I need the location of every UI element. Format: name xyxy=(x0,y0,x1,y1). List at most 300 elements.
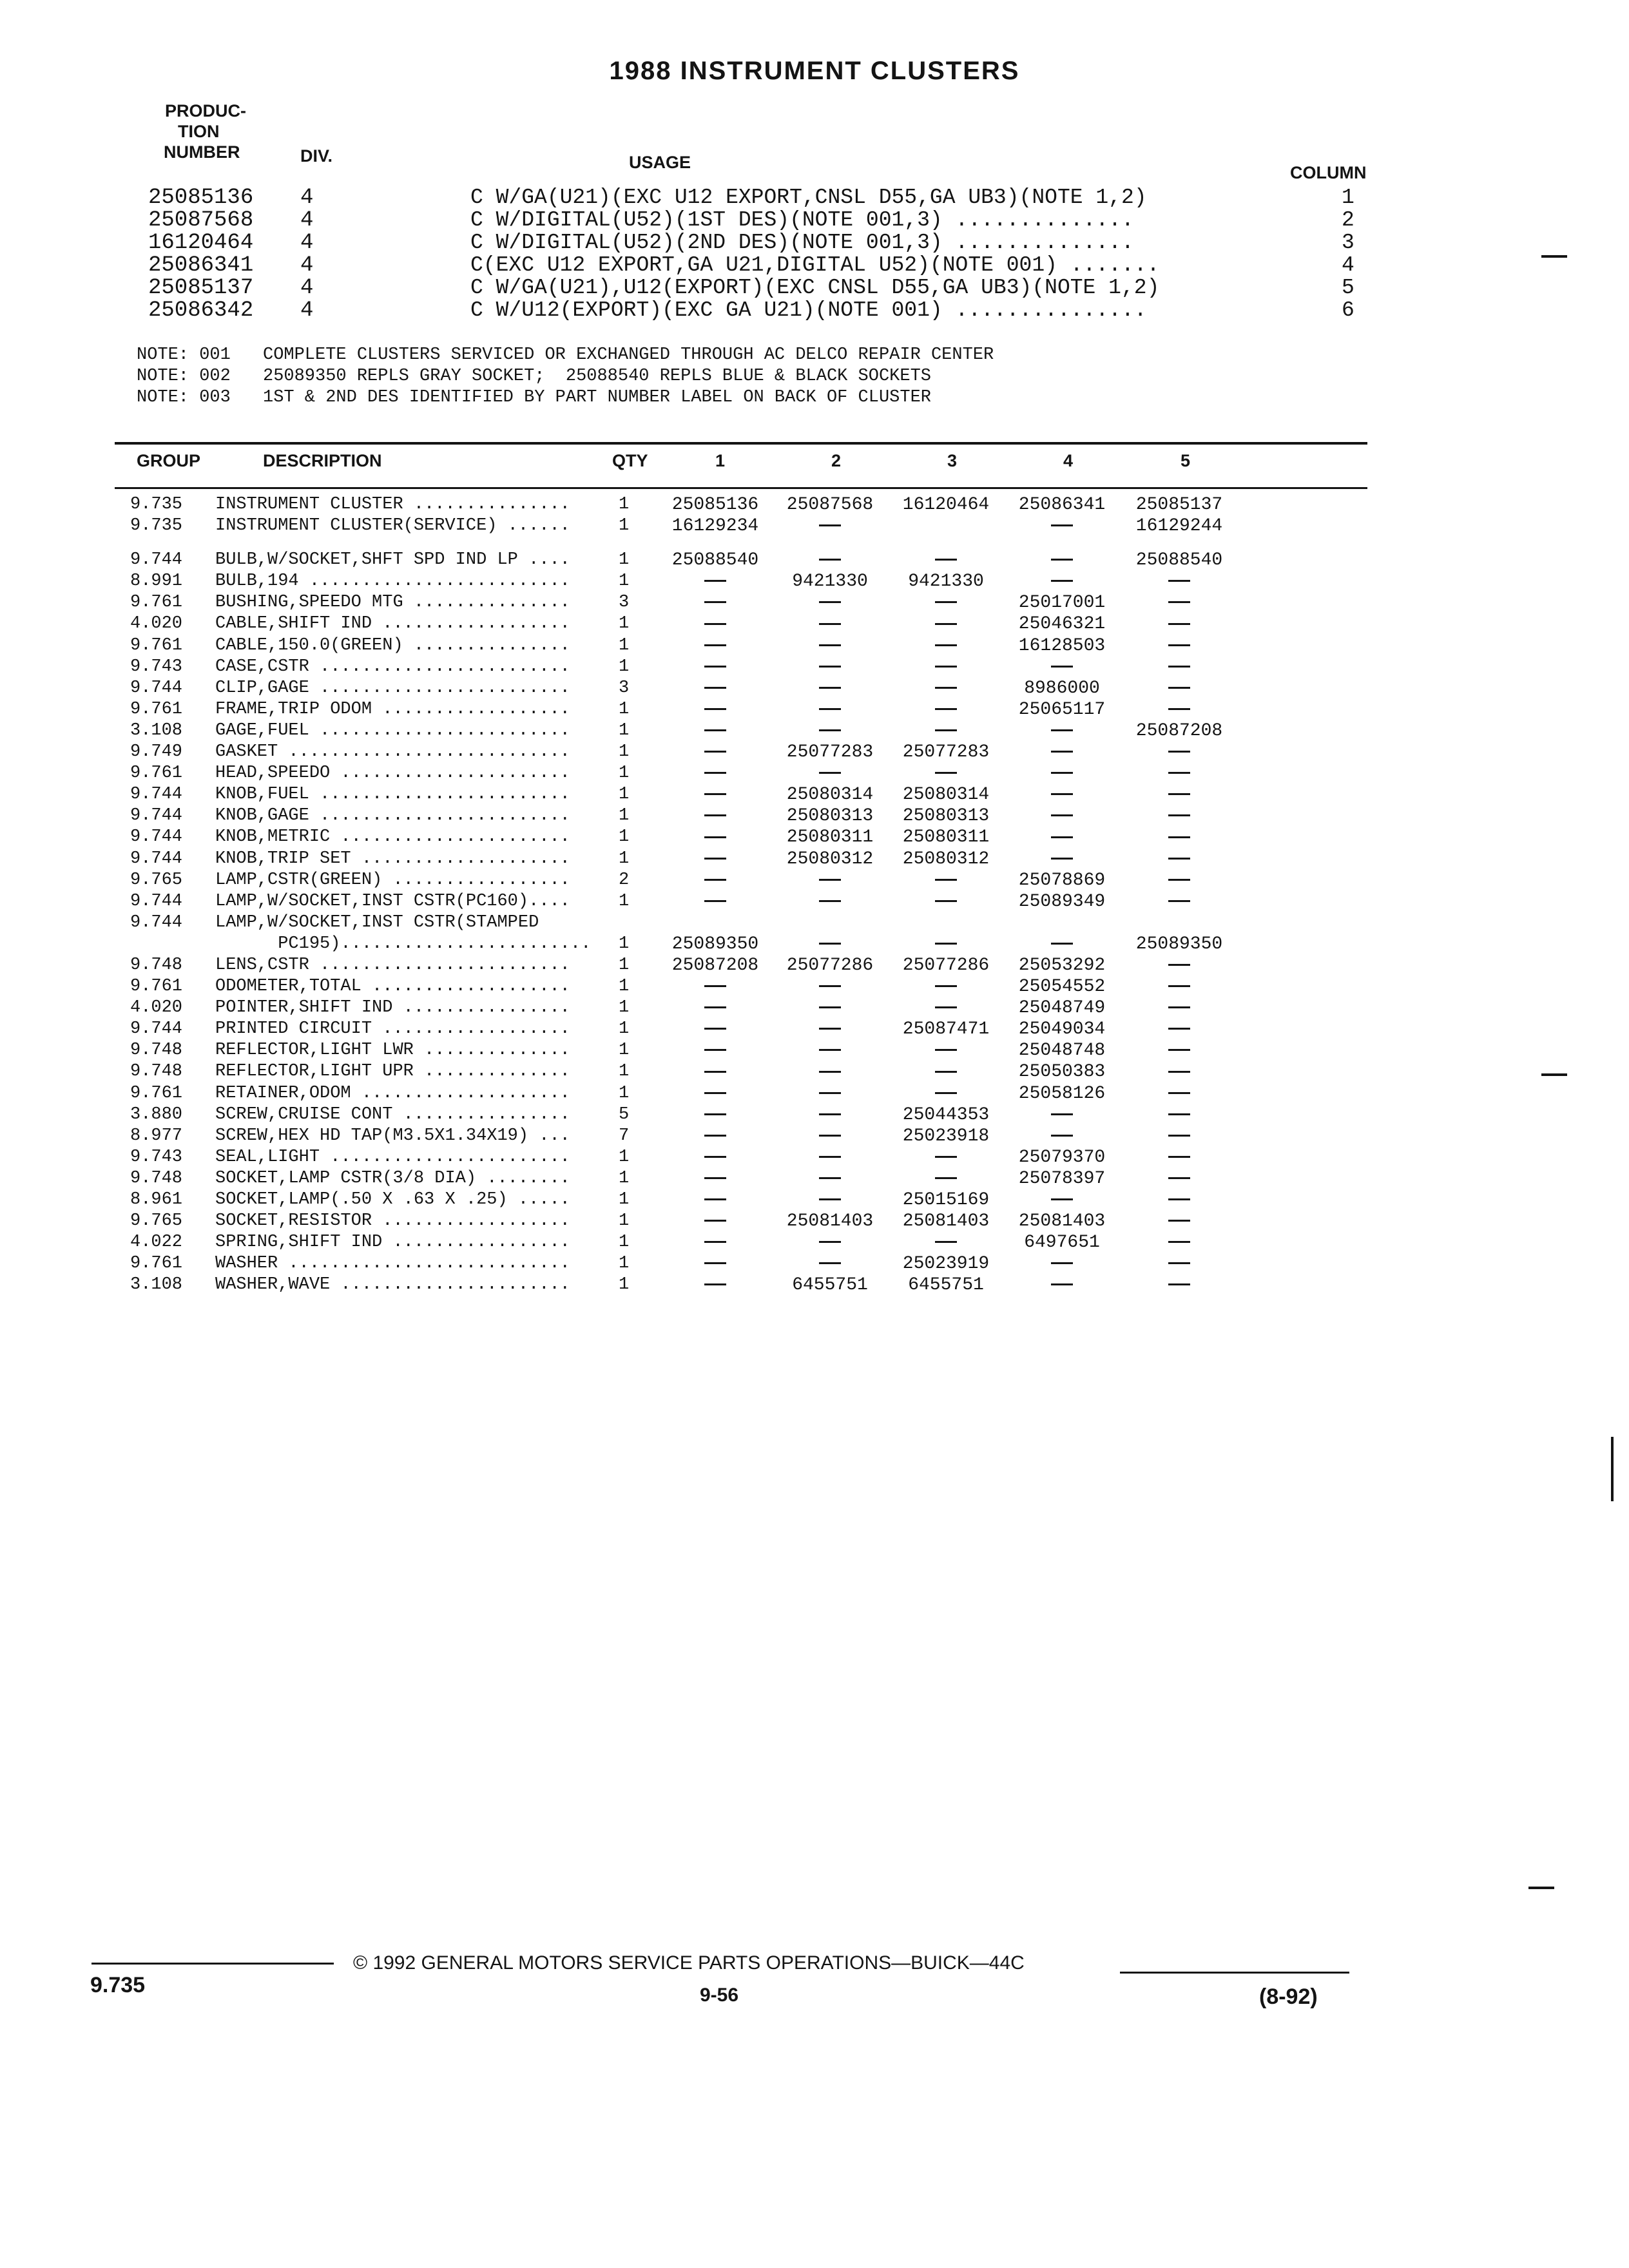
part-number-col4 xyxy=(1004,742,1120,762)
part-group: 9.735 xyxy=(130,516,183,536)
production-usage: C W/GA(U21),U12(EXPORT)(EXC CNSL D55,GA UB3)(NOTE 1,2) xyxy=(470,276,1160,300)
part-number-col4: 25078869 xyxy=(1018,870,1106,890)
part-number-col2 xyxy=(772,764,888,783)
dash-mark xyxy=(1051,943,1073,945)
part-group: 8.977 xyxy=(130,1126,183,1146)
part-number-col2 xyxy=(772,934,888,954)
dash-mark xyxy=(704,1006,726,1008)
part-description: POINTER,SHIFT IND ................ xyxy=(215,998,570,1018)
part-number-col4 xyxy=(1004,764,1120,783)
table-row xyxy=(0,785,1629,806)
part-number-col1: 25085136 xyxy=(671,495,759,515)
production-usage: C W/U12(EXPORT)(EXC GA U21)(NOTE 001) ............... xyxy=(470,298,1147,322)
dash-mark xyxy=(819,1156,841,1158)
part-number-col4 xyxy=(1004,1105,1120,1125)
note-text: COMPLETE CLUSTERS SERVICED OR EXCHANGED THROUGH AC DELCO REPAIR CENTER xyxy=(263,345,994,365)
note-text: 1ST & 2ND DES IDENTIFIED BY PART NUMBER LABEL ON BACK OF CLUSTER xyxy=(263,388,931,407)
dash-mark xyxy=(1051,1262,1073,1264)
dash-mark xyxy=(1051,580,1073,582)
page-number: 9-56 xyxy=(700,1984,739,2006)
dash-mark xyxy=(704,1241,726,1243)
table-row xyxy=(0,806,1629,827)
part-number-col1 xyxy=(657,1041,773,1061)
part-number-col1 xyxy=(657,593,773,613)
part-number-col2 xyxy=(772,892,888,912)
usage-label: USAGE xyxy=(629,153,691,172)
part-qty: 1 xyxy=(619,849,630,869)
dash-mark xyxy=(704,858,726,860)
part-number-col2 xyxy=(772,657,888,677)
dash-mark xyxy=(704,666,726,668)
part-qty: 1 xyxy=(619,1062,630,1082)
part-number-col4: 25046321 xyxy=(1018,614,1106,635)
part-number-col2 xyxy=(772,1105,888,1125)
part-number-col2 xyxy=(772,593,888,613)
table-row xyxy=(0,1105,1629,1126)
table-row xyxy=(0,700,1629,721)
dash-mark xyxy=(819,1198,841,1200)
table-row xyxy=(0,1148,1629,1169)
part-number-col4 xyxy=(1004,550,1120,570)
part-number-col2 xyxy=(772,700,888,720)
part-number-col1 xyxy=(657,806,773,826)
part-description: INSTRUMENT CLUSTER(SERVICE) ...... xyxy=(215,516,570,536)
part-description: CLIP,GAGE ........................ xyxy=(215,678,570,698)
production-column: 3 xyxy=(1342,231,1354,255)
part-number-col1 xyxy=(657,614,773,634)
dash-mark xyxy=(819,1262,841,1264)
part-number-col3 xyxy=(888,1233,1004,1253)
dash-mark xyxy=(1168,1092,1190,1094)
col3-header: 3 xyxy=(947,451,958,470)
part-qty: 7 xyxy=(619,1126,630,1146)
part-description: BUSHING,SPEEDO MTG ............... xyxy=(215,593,570,613)
part-description: LAMP,W/SOCKET,INST CSTR(STAMPED xyxy=(215,912,539,932)
part-qty: 1 xyxy=(619,495,630,514)
part-number-col4: 25053292 xyxy=(1018,955,1106,975)
part-qty: 1 xyxy=(619,699,630,719)
qty-header: QTY xyxy=(612,451,648,470)
table-top-rule xyxy=(115,442,1367,445)
part-number-col3 xyxy=(888,636,1004,656)
dash-mark xyxy=(819,559,841,561)
part-number-col2: 25077286 xyxy=(786,955,874,975)
part-number-col1 xyxy=(657,1019,773,1039)
part-number-col1 xyxy=(657,1233,773,1253)
part-number-col4: 6497651 xyxy=(1024,1233,1100,1253)
part-number-col4 xyxy=(1004,572,1120,591)
dash-mark xyxy=(819,1177,841,1179)
part-number-col5 xyxy=(1121,1169,1237,1189)
part-number-col3: 25023919 xyxy=(902,1254,990,1274)
dash-mark xyxy=(704,900,726,902)
dash-mark xyxy=(935,666,957,668)
dash-mark xyxy=(1168,1028,1190,1030)
dash-mark xyxy=(819,772,841,774)
part-number-col1 xyxy=(657,742,773,762)
table-row xyxy=(0,636,1629,657)
part-number-col3: 25023918 xyxy=(902,1126,990,1146)
part-number-col4: 25081403 xyxy=(1018,1211,1106,1232)
part-qty: 1 xyxy=(619,998,630,1018)
col4-header: 4 xyxy=(1063,451,1074,470)
dash-mark xyxy=(704,836,726,838)
dash-mark xyxy=(1168,751,1190,753)
table-row xyxy=(0,870,1629,892)
part-number-col2 xyxy=(772,516,888,536)
part-number-col4 xyxy=(1004,1275,1120,1295)
part-number-col2: 25081403 xyxy=(786,1211,874,1232)
table-row xyxy=(0,998,1629,1019)
table-row xyxy=(0,1084,1629,1105)
dash-mark xyxy=(1168,1113,1190,1115)
part-group: 4.020 xyxy=(130,614,183,634)
table-row xyxy=(0,1169,1629,1190)
dash-mark xyxy=(704,1177,726,1179)
part-number-col5 xyxy=(1121,977,1237,997)
part-description: WASHER,WAVE ...................... xyxy=(215,1275,570,1295)
dash-mark xyxy=(935,644,957,646)
part-number-col2 xyxy=(772,870,888,890)
part-qty: 1 xyxy=(619,1168,630,1188)
dash-mark xyxy=(935,559,957,561)
dash-mark xyxy=(1051,1283,1073,1285)
production-div: 4 xyxy=(300,276,314,300)
div-label: DIV. xyxy=(300,146,333,166)
production-div: 4 xyxy=(300,186,314,210)
dash-mark xyxy=(704,814,726,816)
dash-mark xyxy=(935,900,957,902)
part-number-col5 xyxy=(1121,678,1237,698)
table-row xyxy=(0,1041,1629,1062)
part-number-col1 xyxy=(657,1105,773,1125)
part-number-col1 xyxy=(657,977,773,997)
part-group: 4.022 xyxy=(130,1233,183,1253)
dash-mark xyxy=(704,1283,726,1285)
dash-mark xyxy=(819,708,841,710)
description-header: DESCRIPTION xyxy=(263,451,382,470)
part-number-col4: 25054552 xyxy=(1018,977,1106,997)
part-description: FRAME,TRIP ODOM .................. xyxy=(215,699,570,719)
dash-mark xyxy=(1168,623,1190,625)
dash-mark xyxy=(1168,666,1190,668)
production-usage: C(EXC U12 EXPORT,GA U21,DIGITAL U52)(NOTE 001) ....... xyxy=(470,253,1160,277)
part-number-col4 xyxy=(1004,934,1120,954)
part-number-col4: 25078397 xyxy=(1018,1168,1106,1189)
part-number-col3: 16120464 xyxy=(902,495,990,515)
part-description: CABLE,150.0(GREEN) ............... xyxy=(215,635,570,655)
part-number-col5 xyxy=(1121,742,1237,762)
dash-mark xyxy=(819,1135,841,1137)
part-number-col2 xyxy=(772,1062,888,1082)
dash-mark xyxy=(1051,858,1073,860)
dash-mark xyxy=(1168,1049,1190,1051)
part-number-col4: 25048749 xyxy=(1018,998,1106,1019)
part-group: 9.744 xyxy=(130,912,183,932)
part-description: KNOB,FUEL ........................ xyxy=(215,785,570,805)
part-qty: 1 xyxy=(619,635,630,655)
part-number-col1 xyxy=(657,721,773,741)
part-qty: 1 xyxy=(619,764,630,783)
part-number-col2 xyxy=(772,721,888,741)
part-number-col3 xyxy=(888,1084,1004,1104)
dash-mark xyxy=(1168,1156,1190,1158)
dash-mark xyxy=(819,1006,841,1008)
part-number-col2: 25080314 xyxy=(786,785,874,805)
table-row xyxy=(0,827,1629,849)
part-number-col2: 9421330 xyxy=(792,572,868,592)
part-group: 9.761 xyxy=(130,635,183,655)
part-number-col3 xyxy=(888,1062,1004,1082)
table-row xyxy=(0,495,1629,516)
part-qty: 1 xyxy=(619,550,630,570)
production-column: 1 xyxy=(1342,186,1354,209)
part-qty: 1 xyxy=(619,516,630,536)
part-number-col3: 6455751 xyxy=(908,1275,984,1296)
part-number-col5 xyxy=(1121,1233,1237,1253)
part-number-col1 xyxy=(657,1084,773,1104)
note-label: NOTE: 002 xyxy=(137,367,231,386)
part-number-col1 xyxy=(657,1211,773,1231)
production-label-3: NUMBER xyxy=(164,142,240,162)
part-number-col3 xyxy=(888,657,1004,677)
part-number-col1 xyxy=(657,764,773,783)
part-number-col1 xyxy=(657,572,773,591)
part-number-col3 xyxy=(888,721,1004,741)
part-number-col3 xyxy=(888,870,1004,890)
dash-mark xyxy=(935,601,957,603)
part-number-col3: 25044353 xyxy=(902,1104,990,1125)
table-row xyxy=(0,1275,1629,1296)
part-description: KNOB,METRIC ...................... xyxy=(215,827,570,847)
part-qty: 1 xyxy=(619,657,630,677)
part-number-col3: 25077286 xyxy=(902,955,990,975)
dash-mark xyxy=(704,1262,726,1264)
production-div: 4 xyxy=(300,208,314,233)
part-description: CASE,CSTR ........................ xyxy=(215,657,570,677)
dash-mark xyxy=(704,1049,726,1051)
copyright-line: © 1992 GENERAL MOTORS SERVICE PARTS OPERATIONS—BUICK—44C xyxy=(353,1952,1025,1974)
part-qty: 1 xyxy=(619,1254,630,1274)
part-number-col5 xyxy=(1121,892,1237,912)
part-description: INSTRUMENT CLUSTER ............... xyxy=(215,495,570,514)
note-label: NOTE: 003 xyxy=(137,388,231,407)
part-number-col5: 25089350 xyxy=(1135,934,1223,954)
dash-mark xyxy=(1168,1262,1190,1264)
part-number-col5 xyxy=(1121,998,1237,1018)
part-group: 3.108 xyxy=(130,1275,183,1295)
part-group: 9.748 xyxy=(130,1168,183,1188)
part-number-col4 xyxy=(1004,1254,1120,1274)
dash-mark xyxy=(819,1092,841,1094)
part-number-col2 xyxy=(772,1041,888,1061)
part-qty: 1 xyxy=(619,1275,630,1295)
part-number-col5 xyxy=(1121,1275,1237,1295)
dash-mark xyxy=(819,623,841,625)
production-label-2: TION xyxy=(178,122,220,141)
dash-mark xyxy=(1051,751,1073,753)
part-group: 4.020 xyxy=(130,998,183,1018)
production-usage: C W/DIGITAL(U52)(2ND DES)(NOTE 001,3) .............. xyxy=(470,231,1134,255)
dash-mark xyxy=(704,1156,726,1158)
production-div: 4 xyxy=(300,253,314,278)
part-description: LENS,CSTR ........................ xyxy=(215,955,570,975)
dash-mark xyxy=(704,708,726,710)
dash-mark xyxy=(935,708,957,710)
part-group: 9.744 xyxy=(130,550,183,570)
dash-mark xyxy=(819,1241,841,1243)
part-number-col2 xyxy=(772,1019,888,1039)
part-description: PRINTED CIRCUIT .................. xyxy=(215,1019,570,1039)
part-number-col4: 16128503 xyxy=(1018,635,1106,656)
dash-mark xyxy=(819,601,841,603)
part-number-col1 xyxy=(657,700,773,720)
part-group: 9.744 xyxy=(130,849,183,869)
footer-rule-right xyxy=(1120,1972,1349,1974)
part-number-col1: 25089350 xyxy=(671,934,759,954)
part-group: 9.744 xyxy=(130,1019,183,1039)
dash-mark xyxy=(1168,1071,1190,1073)
dash-mark xyxy=(935,1241,957,1243)
part-number-col3 xyxy=(888,934,1004,954)
dash-mark xyxy=(819,524,841,526)
part-number-col2 xyxy=(772,1148,888,1168)
part-description: SCREW,CRUISE CONT ................ xyxy=(215,1104,570,1124)
table-row xyxy=(0,913,1629,934)
dash-mark xyxy=(935,729,957,731)
dash-mark xyxy=(935,772,957,774)
part-number-col4 xyxy=(1004,827,1120,847)
part-number-col1 xyxy=(657,785,773,805)
part-number-col4 xyxy=(1004,785,1120,805)
dash-mark xyxy=(935,1156,957,1158)
production-number: 25086342 xyxy=(148,298,254,323)
part-qty: 1 xyxy=(619,827,630,847)
part-number-col3: 9421330 xyxy=(908,572,984,592)
dash-mark xyxy=(935,985,957,987)
part-number-col2 xyxy=(772,1190,888,1210)
table-row xyxy=(0,892,1629,913)
part-description: KNOB,TRIP SET .................... xyxy=(215,849,570,869)
part-group: 9.744 xyxy=(130,806,183,826)
dash-mark xyxy=(819,729,841,731)
part-number-col4 xyxy=(1004,721,1120,741)
table-row xyxy=(0,1126,1629,1148)
part-number-col5 xyxy=(1121,593,1237,613)
production-number: 16120464 xyxy=(148,231,254,255)
table-row xyxy=(0,593,1629,614)
part-number-col3: 25080312 xyxy=(902,849,990,869)
dash-mark xyxy=(704,1113,726,1115)
dash-mark xyxy=(819,1071,841,1073)
production-div: 4 xyxy=(300,298,314,323)
dash-mark xyxy=(704,1028,726,1030)
part-number-col2 xyxy=(772,1233,888,1253)
part-qty: 1 xyxy=(619,1190,630,1209)
dash-mark xyxy=(819,900,841,902)
dash-mark xyxy=(935,1006,957,1008)
table-row xyxy=(0,614,1629,635)
part-number-col5 xyxy=(1121,657,1237,677)
scan-mark xyxy=(1541,255,1567,258)
dash-mark xyxy=(819,1113,841,1115)
part-number-col4: 25089349 xyxy=(1018,891,1106,912)
part-qty: 1 xyxy=(619,1211,630,1231)
part-group: 9.744 xyxy=(130,678,183,698)
table-row xyxy=(0,764,1629,785)
dash-mark xyxy=(704,687,726,689)
dash-mark xyxy=(1168,1006,1190,1008)
part-group: 9.743 xyxy=(130,657,183,677)
part-group: 9.761 xyxy=(130,977,183,997)
table-row xyxy=(0,572,1629,593)
dash-mark xyxy=(1051,793,1073,795)
production-number: 25086341 xyxy=(148,253,254,278)
part-group: 8.991 xyxy=(130,572,183,591)
part-description: REFLECTOR,LIGHT LWR .............. xyxy=(215,1041,570,1061)
part-group: 9.743 xyxy=(130,1147,183,1167)
part-description: CABLE,SHIFT IND .................. xyxy=(215,614,570,634)
part-number-col5: 25088540 xyxy=(1135,550,1223,571)
part-group: 3.108 xyxy=(130,720,183,740)
part-description: GASKET ........................... xyxy=(215,742,570,762)
part-qty: 1 xyxy=(619,614,630,634)
part-group: 3.880 xyxy=(130,1104,183,1124)
dash-mark xyxy=(1168,1283,1190,1285)
note-text: 25089350 REPLS GRAY SOCKET; 25088540 REPLS BLUE & BLACK SOCKETS xyxy=(263,367,931,386)
dash-mark xyxy=(935,1071,957,1073)
part-group: 9.761 xyxy=(130,764,183,783)
part-number-col5 xyxy=(1121,614,1237,634)
production-column: 5 xyxy=(1342,276,1354,300)
part-number-col2 xyxy=(772,1084,888,1104)
part-group: 8.961 xyxy=(130,1190,183,1209)
part-number-col5 xyxy=(1121,1084,1237,1104)
part-qty: 1 xyxy=(619,785,630,805)
part-description: BULB,194 ......................... xyxy=(215,572,570,591)
dash-mark xyxy=(935,943,957,945)
part-number-col3 xyxy=(888,998,1004,1018)
col5-header: 5 xyxy=(1181,451,1191,470)
dash-mark xyxy=(1168,964,1190,966)
part-number-col5 xyxy=(1121,764,1237,783)
scan-mark xyxy=(1541,1073,1567,1076)
part-description: SOCKET,RESISTOR .................. xyxy=(215,1211,570,1231)
part-group: 9.744 xyxy=(130,891,183,911)
part-number-col5 xyxy=(1121,849,1237,869)
dash-mark xyxy=(1051,1198,1073,1200)
dash-mark xyxy=(1168,580,1190,582)
part-number-col1: 25087208 xyxy=(671,955,759,975)
part-number-col4 xyxy=(1004,516,1120,536)
part-qty: 1 xyxy=(619,742,630,762)
part-number-col5 xyxy=(1121,827,1237,847)
part-number-col1 xyxy=(657,870,773,890)
part-description: LAMP,CSTR(GREEN) ................. xyxy=(215,870,570,890)
part-group: 9.748 xyxy=(130,955,183,975)
part-number-col1 xyxy=(657,1148,773,1168)
part-number-col2 xyxy=(772,636,888,656)
dash-mark xyxy=(819,1028,841,1030)
production-number: 25085136 xyxy=(148,186,254,210)
part-number-col3 xyxy=(888,764,1004,783)
part-number-col1 xyxy=(657,1062,773,1082)
dash-mark xyxy=(819,1049,841,1051)
part-description: REFLECTOR,LIGHT UPR .............. xyxy=(215,1062,570,1082)
dash-mark xyxy=(935,1177,957,1179)
part-qty: 3 xyxy=(619,593,630,613)
dash-mark xyxy=(1168,985,1190,987)
